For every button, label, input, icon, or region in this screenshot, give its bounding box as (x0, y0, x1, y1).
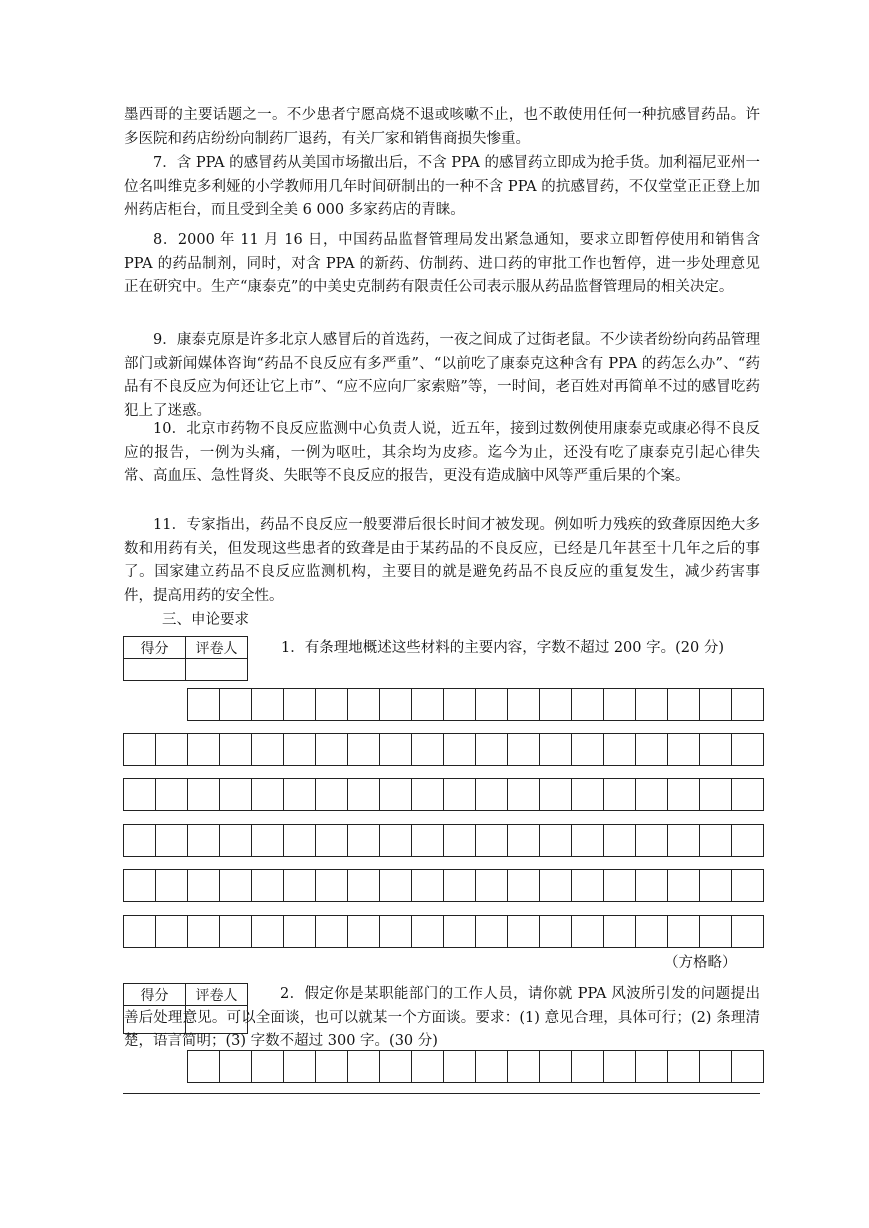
grid-cell[interactable] (699, 824, 731, 857)
grid-cell[interactable] (315, 1050, 347, 1083)
grid-cell[interactable] (347, 778, 379, 811)
grid-cell[interactable] (283, 778, 315, 811)
grid-cell[interactable] (699, 778, 731, 811)
paragraph-10: 10．北京市药物不良反应监测中心负责人说，近五年，接到过数例使用康泰克或康必得不良反应的报告，一例为头痛，一例为呕吐，其余均为皮疹。迄今为止，还没有吃了康泰克引起心律失常、高血压、急性肾炎、失眠等不良反应的报告，更没有造成脑中风等严重后果的个案。 (124, 421, 760, 484)
grid-cell[interactable] (379, 688, 411, 721)
grid-cell[interactable] (411, 869, 443, 902)
grid-cell[interactable] (443, 1050, 475, 1083)
grid-cell[interactable] (283, 915, 315, 948)
grid-cell[interactable] (219, 688, 251, 721)
grid-cell[interactable] (443, 824, 475, 857)
grid-cell[interactable] (667, 869, 699, 902)
grid-cell[interactable] (379, 778, 411, 811)
grid-cell[interactable] (667, 824, 699, 857)
grid-cell[interactable] (699, 869, 731, 902)
grid-cell[interactable] (347, 915, 379, 948)
grid-cell[interactable] (571, 778, 603, 811)
grid-cell[interactable] (539, 778, 571, 811)
score-box-1 (123, 636, 248, 681)
grid-cell[interactable] (123, 824, 155, 857)
grid-cell[interactable] (187, 688, 219, 721)
grid-cell[interactable] (155, 824, 187, 857)
grid-cell[interactable] (603, 869, 635, 902)
grid-cell[interactable] (635, 869, 667, 902)
paragraph-continued: 墨西哥的主要话题之一。不少患者宁愿高烧不退或咳嗽不止，也不敢使用任何一种抗感冒药品。许多医院和药店纷纷向制药厂退药，有关厂家和销售商损失惨重。 (124, 107, 760, 147)
grid-cell[interactable] (251, 778, 283, 811)
grid-cell[interactable] (411, 733, 443, 766)
grid-cell[interactable] (347, 869, 379, 902)
grid-cell[interactable] (475, 733, 507, 766)
grid-cell[interactable] (507, 778, 539, 811)
grid-cell[interactable] (219, 869, 251, 902)
grid-cell[interactable] (475, 869, 507, 902)
grid-cell[interactable] (539, 688, 571, 721)
grid-cell[interactable] (315, 688, 347, 721)
grid-cell[interactable] (379, 869, 411, 902)
grid-cell[interactable] (219, 778, 251, 811)
grid-cell[interactable] (411, 915, 443, 948)
grid-cell[interactable] (699, 1050, 731, 1083)
grid-cell[interactable] (155, 778, 187, 811)
grid-cell[interactable] (187, 733, 219, 766)
grid-cell[interactable] (283, 1050, 315, 1083)
grid-cell[interactable] (603, 778, 635, 811)
grid-cell[interactable] (155, 733, 187, 766)
grid-cell[interactable] (251, 733, 283, 766)
grid-cell[interactable] (635, 778, 667, 811)
grid-cell[interactable] (571, 688, 603, 721)
grid-cell[interactable] (187, 778, 219, 811)
grid-cell[interactable] (379, 824, 411, 857)
score-cell[interactable] (124, 659, 186, 681)
grid-cell[interactable] (603, 915, 635, 948)
grid-cell[interactable] (475, 824, 507, 857)
grid-cell[interactable] (443, 778, 475, 811)
score-label: 得分 (124, 984, 186, 1006)
paragraph-7: 7．含 PPA 的感冒药从美国市场撤出后，不含 PPA 的感冒药立即成为抢手货。加利福尼亚州一位名叫维克多利娅的小学教师用几年时间研制出的一种不含 PPA 的抗感冒药，不仅堂堂正正登上加州药店柜台，而且受到全美 6 000 多家药店的青睐。 (124, 155, 760, 218)
question-2: 2．假定你是某职能部门的工作人员，请你就 PPA 风波所引发的问题提出善后处理意见。可以全面谈，也可以就某一个方面谈。要求：(1) 意见合理，具体可行；(2) 条理清楚，语言简明；(3) 字数不超过 300 字。(30 分) (124, 986, 760, 1049)
grid-cell[interactable] (283, 733, 315, 766)
grid-cell[interactable] (251, 824, 283, 857)
grid-cell[interactable] (731, 915, 764, 948)
grid-cell[interactable] (731, 824, 764, 857)
answer-grid-row-q2[interactable] (187, 1050, 764, 1083)
grid-cell[interactable] (667, 1050, 699, 1083)
grid-cell[interactable] (347, 1050, 379, 1083)
grid-cell[interactable] (635, 688, 667, 721)
grid-cell[interactable] (507, 915, 539, 948)
grid-cell[interactable] (603, 733, 635, 766)
grid-cell[interactable] (283, 824, 315, 857)
grid-cell[interactable] (571, 824, 603, 857)
grid-cell[interactable] (635, 915, 667, 948)
grid-cell[interactable] (187, 915, 219, 948)
grid-cell[interactable] (667, 778, 699, 811)
answer-grid-row-5[interactable] (123, 869, 764, 902)
grid-cell[interactable] (699, 915, 731, 948)
grid-cell[interactable] (219, 1050, 251, 1083)
grid-cell[interactable] (731, 778, 764, 811)
grader-label: 评卷人 (186, 637, 248, 659)
grid-cell[interactable] (187, 824, 219, 857)
answer-grid-row-4[interactable] (123, 824, 764, 857)
question-1: 1．有条理地概述这些材料的主要内容，字数不超过 200 字。(20 分) (281, 640, 724, 656)
grid-cell[interactable] (411, 824, 443, 857)
paragraph-9: 9．康泰克原是许多北京人感冒后的首选药，一夜之间成了过街老鼠。不少读者纷纷向药品管理部门或新闻媒体咨询“药品不良反应有多严重”、“以前吃了康泰克这种含有 PPA 的药怎么办”、“药品有不良反应为何还让它上市”、“应不应向厂家索赔”等，一时间，老百姓对再简单不过的感冒吃药犯上了迷惑。 (124, 332, 760, 419)
grid-cell[interactable] (283, 688, 315, 721)
grid-cell[interactable] (539, 733, 571, 766)
grid-cell[interactable] (347, 733, 379, 766)
grid-cell[interactable] (475, 1050, 507, 1083)
grid-cell[interactable] (379, 1050, 411, 1083)
paragraph-11: 11．专家指出，药品不良反应一般要滞后很长时间才被发现。例如听力残疾的致聋原因绝大多数和用药有关，但发现这些患者的致聋是由于某药品的不良反应，已经是几年甚至十几年之后的事了。国家建立药品不良反应监测机构，主要目的就是避免药品不良反应的重复发生，减少药害事件，提高用药的安全性。 (124, 517, 760, 604)
grid-cell[interactable] (379, 915, 411, 948)
grid-cell[interactable] (731, 869, 764, 902)
answer-grid-row-6[interactable] (123, 915, 764, 948)
grid-cell[interactable] (411, 778, 443, 811)
grid-cell[interactable] (667, 915, 699, 948)
grid-cell[interactable] (123, 869, 155, 902)
grid-cell[interactable] (635, 1050, 667, 1083)
grid-cell[interactable] (635, 733, 667, 766)
answer-grid-row-1[interactable] (187, 688, 764, 721)
grader-cell[interactable] (186, 659, 248, 681)
grid-cell[interactable] (251, 1050, 283, 1083)
grid-cell[interactable] (315, 915, 347, 948)
grader-label: 评卷人 (186, 984, 248, 1006)
grid-cell[interactable] (571, 915, 603, 948)
grid-cell[interactable] (571, 733, 603, 766)
grid-cell[interactable] (251, 869, 283, 902)
grid-cell[interactable] (699, 688, 731, 721)
grid-cell[interactable] (315, 869, 347, 902)
grid-cell[interactable] (507, 688, 539, 721)
grid-cell[interactable] (123, 733, 155, 766)
grid-cell[interactable] (315, 824, 347, 857)
grid-cell[interactable] (315, 733, 347, 766)
grid-cell[interactable] (123, 915, 155, 948)
grid-omitted-note: （方格略） (664, 955, 737, 971)
grid-cell[interactable] (475, 778, 507, 811)
grid-cell[interactable] (219, 915, 251, 948)
grid-cell[interactable] (507, 869, 539, 902)
grid-cell[interactable] (475, 688, 507, 721)
grid-cell[interactable] (315, 778, 347, 811)
grid-cell[interactable] (219, 733, 251, 766)
grid-cell[interactable] (187, 869, 219, 902)
grid-cell[interactable] (667, 688, 699, 721)
grid-cell[interactable] (699, 733, 731, 766)
grid-cell[interactable] (347, 688, 379, 721)
grid-cell[interactable] (187, 1050, 219, 1083)
grid-cell[interactable] (603, 824, 635, 857)
grid-cell[interactable] (379, 733, 411, 766)
grid-cell[interactable] (539, 915, 571, 948)
grid-cell[interactable] (347, 824, 379, 857)
grid-cell[interactable] (411, 1050, 443, 1083)
grid-cell[interactable] (731, 688, 764, 721)
grid-cell[interactable] (155, 915, 187, 948)
grid-cell[interactable] (251, 915, 283, 948)
grid-cell[interactable] (507, 733, 539, 766)
grid-cell[interactable] (443, 915, 475, 948)
grid-cell[interactable] (443, 688, 475, 721)
grid-cell[interactable] (539, 1050, 571, 1083)
answer-grid-row-3[interactable] (123, 778, 764, 811)
grid-cell[interactable] (283, 869, 315, 902)
grid-cell[interactable] (603, 688, 635, 721)
grid-cell[interactable] (603, 1050, 635, 1083)
grid-cell[interactable] (507, 824, 539, 857)
grid-cell[interactable] (731, 1050, 764, 1083)
score-label: 得分 (124, 637, 186, 659)
grid-cell[interactable] (155, 869, 187, 902)
grid-cell[interactable] (443, 733, 475, 766)
grid-cell[interactable] (571, 869, 603, 902)
grid-cell[interactable] (251, 688, 283, 721)
grid-cell[interactable] (731, 733, 764, 766)
page-divider (123, 1093, 760, 1094)
grid-cell[interactable] (635, 824, 667, 857)
section-heading: 三、申论要求 (162, 612, 249, 628)
paragraph-8: 8．2000 年 11 月 16 日，中国药品监督管理局发出紧急通知，要求立即暂停使用和销售含 PPA 的药品制剂，同时，对含 PPA 的新药、仿制药、进口药的审批工作也暂停，进一步处理意见正在研究中。生产“康泰克”的中美史克制药有限责任公司表示服从药品监督管理局的相关决定。 (124, 232, 760, 295)
grid-cell[interactable] (123, 778, 155, 811)
answer-grid-row-2[interactable] (123, 733, 764, 766)
grid-cell[interactable] (443, 869, 475, 902)
grid-cell[interactable] (507, 1050, 539, 1083)
grid-cell[interactable] (475, 915, 507, 948)
grid-cell[interactable] (667, 733, 699, 766)
grid-cell[interactable] (539, 824, 571, 857)
grid-cell[interactable] (571, 1050, 603, 1083)
grid-cell[interactable] (219, 824, 251, 857)
grid-cell[interactable] (411, 688, 443, 721)
grid-cell[interactable] (539, 869, 571, 902)
